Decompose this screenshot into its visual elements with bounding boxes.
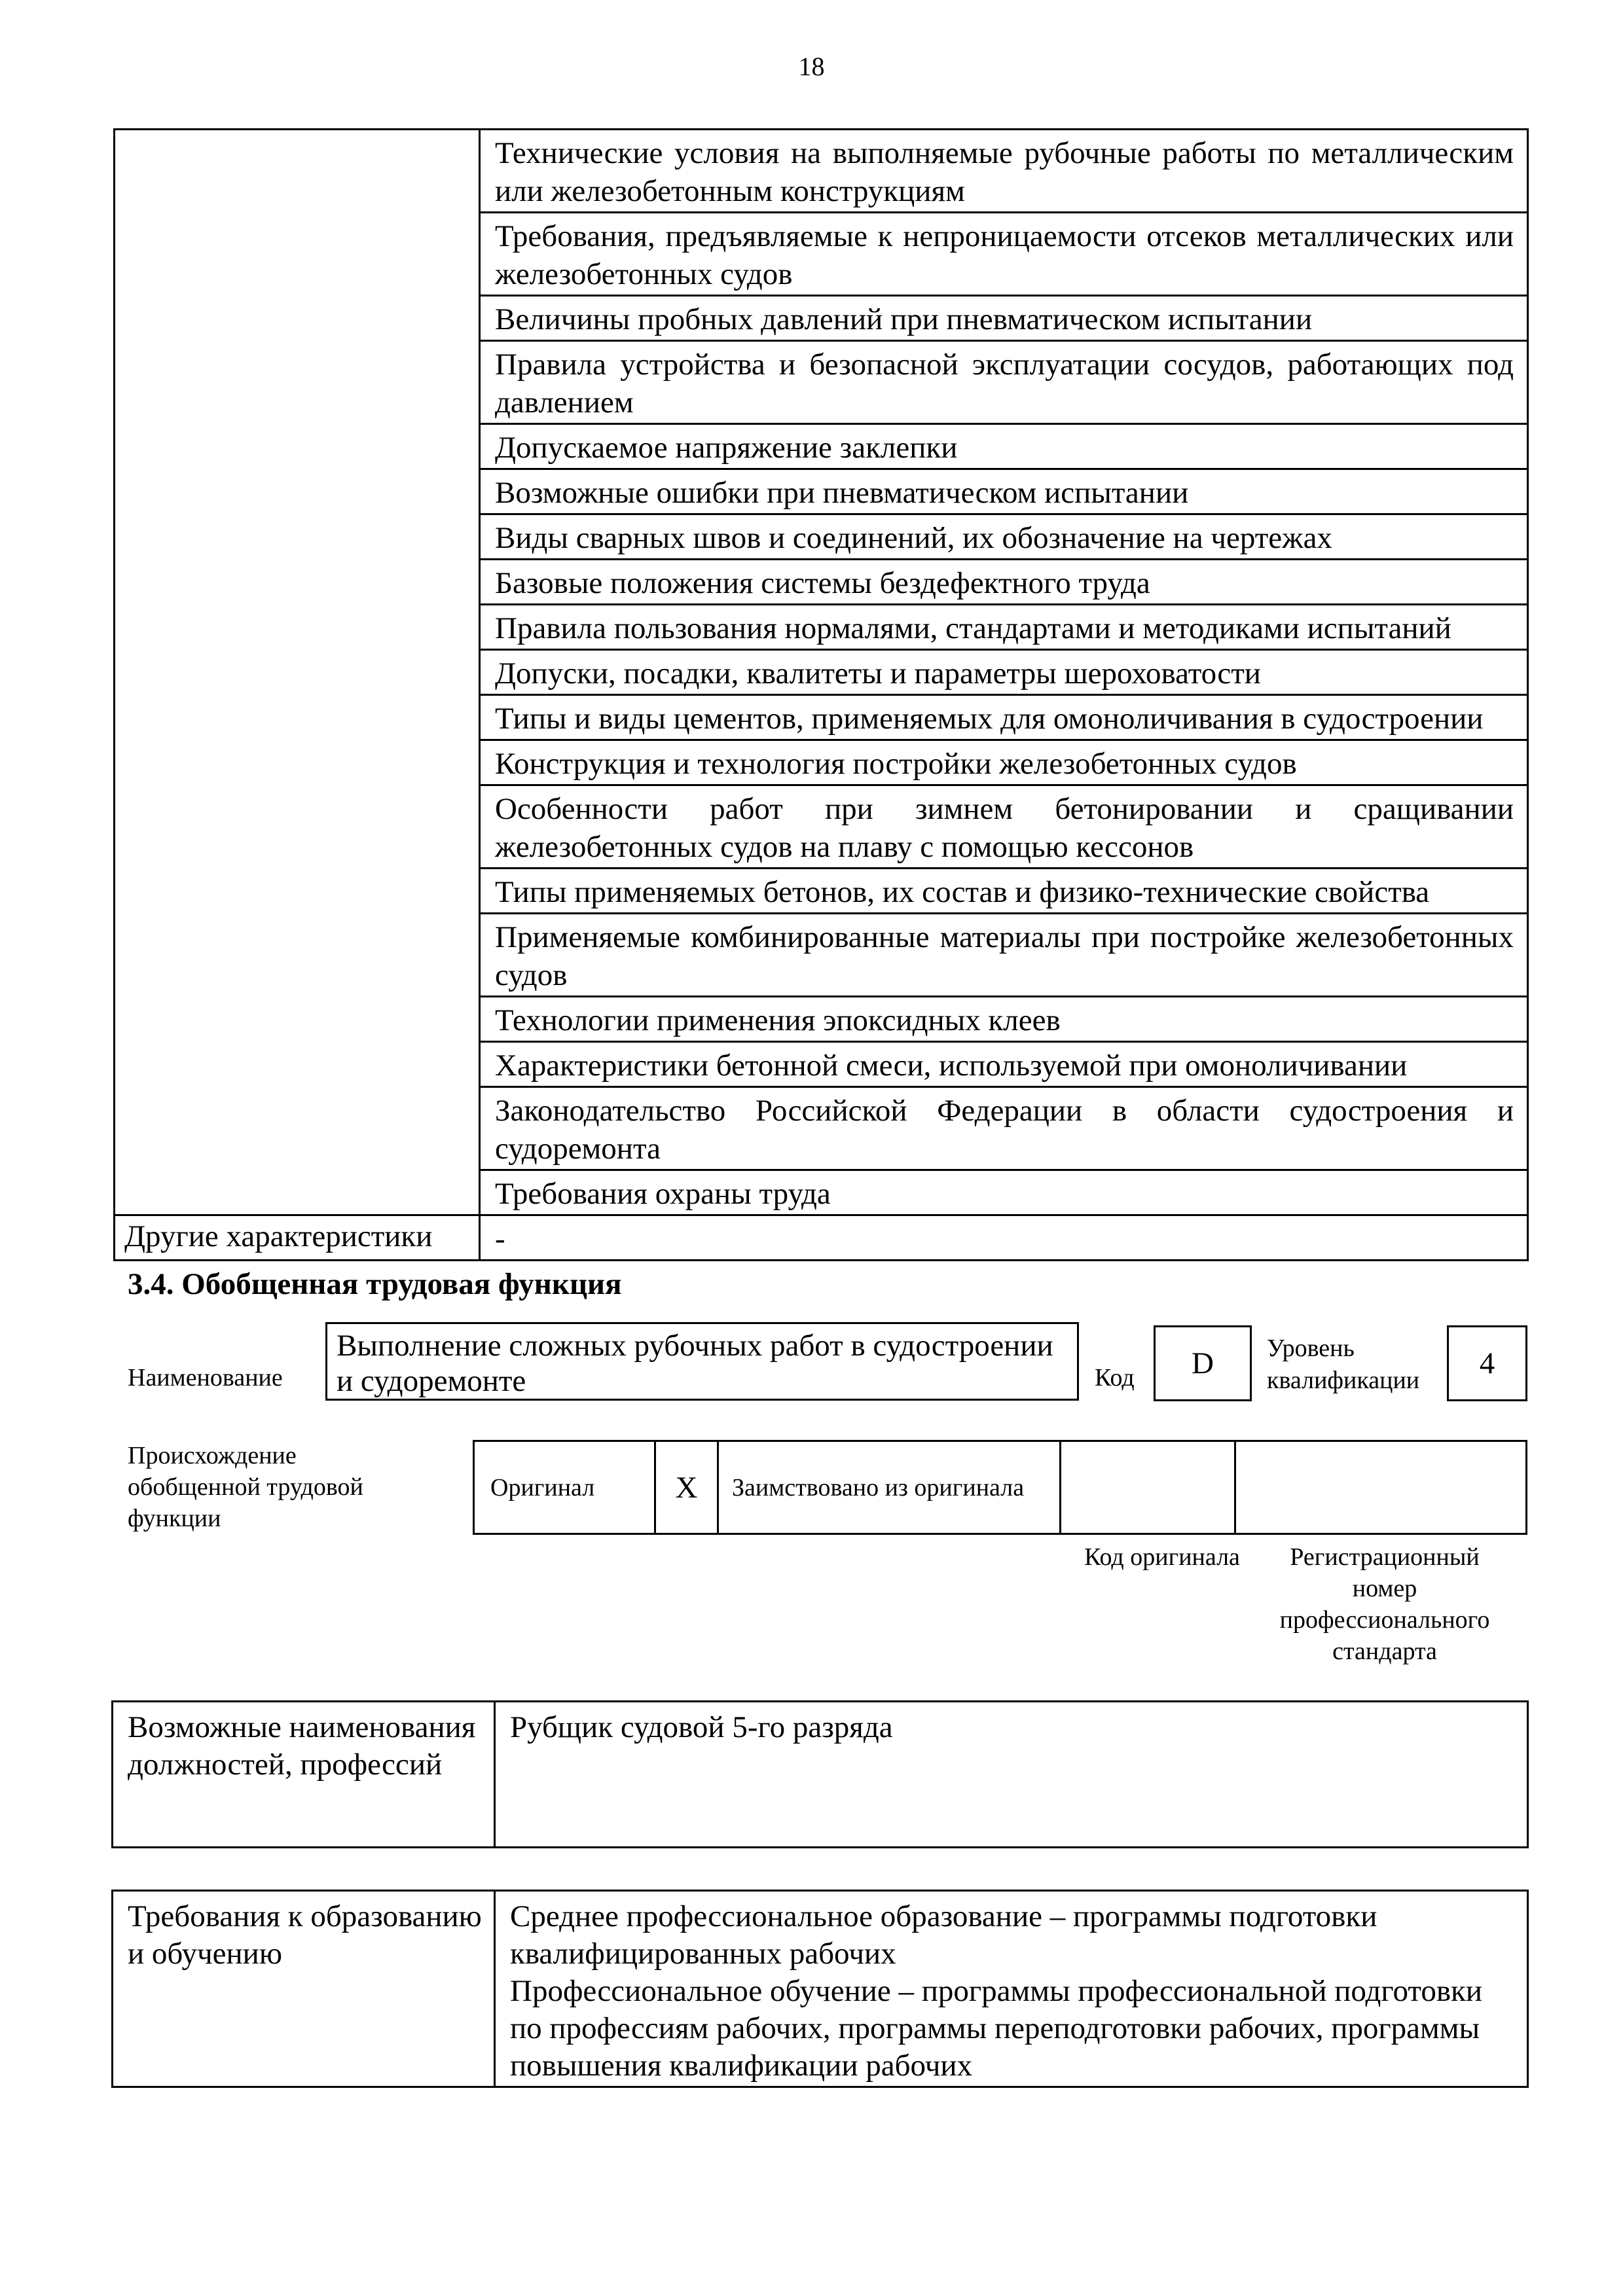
- education-label: Требования к образованию и обучению: [113, 1891, 495, 2087]
- other-characteristics-label: Другие характеристики: [115, 1215, 480, 1261]
- knowledge-item: Особенности работ при зимнем бетонировании и сращивании железобетонных судов на плаву с помощью кессонов: [480, 785, 1528, 869]
- education-value: [495, 1891, 1528, 2087]
- registration-number-caption: Регистрационный номер профессионального стандарта: [1279, 1543, 1490, 1665]
- table-row: [115, 1215, 1528, 1261]
- name-label: Наименование: [128, 1364, 283, 1391]
- education-value-line: Профессиональное обучение – программы профессиональной подготовки по профессиям рабочих, программы переподготовки рабочих, программы повышения квалификации рабочих: [510, 1974, 1483, 2083]
- knowledge-item: Технологии применения эпоксидных клеев: [480, 997, 1528, 1042]
- knowledge-item: Законодательство Российской Федерации в области судостроения и судоремонта: [480, 1087, 1528, 1170]
- table-cell-empty: [115, 130, 480, 1215]
- knowledge-item: Характеристики бетонной смеси, используемой при омоноличивании: [480, 1042, 1528, 1087]
- original-code-caption: Код оригинала: [1084, 1543, 1240, 1571]
- knowledge-item: Базовые положения системы бездефектного труда: [480, 560, 1528, 605]
- page-number: 18: [798, 52, 825, 81]
- education-table: [111, 1890, 1529, 2088]
- level-field: 4: [1447, 1325, 1527, 1401]
- education-value-line: Среднее профессиональное образование – программы подготовки квалифицированных рабочих: [510, 1899, 1377, 1971]
- knowledge-item: Применяемые комбинированные материалы при постройке железобетонных судов: [480, 914, 1528, 997]
- knowledge-item: Величины пробных давлений при пневматическом испытании: [480, 296, 1528, 341]
- original-label: Оригинал: [474, 1441, 655, 1534]
- knowledge-item: Правила пользования нормалями, стандартами и методиками испытаний: [480, 605, 1528, 650]
- knowledge-item: Типы и виды цементов, применяемых для омоноличивания в судостроении: [480, 695, 1528, 740]
- knowledge-item: Требования, предъявляемые к непроницаемости отсеков металлических или железобетонных судов: [480, 213, 1528, 296]
- positions-label: Возможные наименования должностей, профессий: [113, 1702, 495, 1848]
- knowledge-item: Типы применяемых бетонов, их состав и физико-технические свойства: [480, 869, 1528, 914]
- positions-table: [111, 1700, 1529, 1848]
- knowledge-item: Технические условия на выполняемые рубочные работы по металлическим или железобетонным конструкциям: [480, 130, 1528, 213]
- original-mark: X: [655, 1441, 718, 1534]
- knowledge-item: Возможные ошибки при пневматическом испытании: [480, 469, 1528, 514]
- borrowed-label: Заимствовано из оригинала: [718, 1441, 1061, 1534]
- knowledge-item: Виды сварных швов и соединений, их обозначение на чертежах: [480, 514, 1528, 560]
- knowledge-item: Конструкция и технология постройки железобетонных судов: [480, 740, 1528, 785]
- level-label-line1: Уровень: [1267, 1335, 1355, 1362]
- level-label-line2: квалификации: [1267, 1367, 1420, 1394]
- code-field: D: [1154, 1325, 1252, 1401]
- knowledge-item: Допуски, посадки, квалитеты и параметры шероховатости: [480, 650, 1528, 695]
- knowledge-item: Требования охраны труда: [480, 1170, 1528, 1215]
- knowledge-item: Допускаемое напряжение заклепки: [480, 424, 1528, 469]
- table-row: [474, 1441, 1527, 1534]
- registration-number-field: [1235, 1441, 1527, 1534]
- other-characteristics-value: -: [480, 1215, 1528, 1261]
- origin-label: Происхождение обобщенной трудовой функции: [128, 1442, 363, 1532]
- knowledge-table: [113, 128, 1529, 1261]
- table-row: [113, 1702, 1528, 1848]
- table-row: [115, 130, 1528, 213]
- knowledge-item: Правила устройства и безопасной эксплуатации сосудов, работающих под давлением: [480, 341, 1528, 424]
- section-title: 3.4. Обобщенная трудовая функция: [128, 1267, 622, 1301]
- original-code-field: [1061, 1441, 1235, 1534]
- positions-value: Рубщик судовой 5-го разряда: [495, 1702, 1528, 1848]
- origin-table: [473, 1440, 1527, 1535]
- function-name-field: Выполнение сложных рубочных работ в судостроении и судоремонте: [325, 1322, 1079, 1401]
- table-row: [113, 1891, 1528, 2087]
- code-label: Код: [1095, 1364, 1135, 1391]
